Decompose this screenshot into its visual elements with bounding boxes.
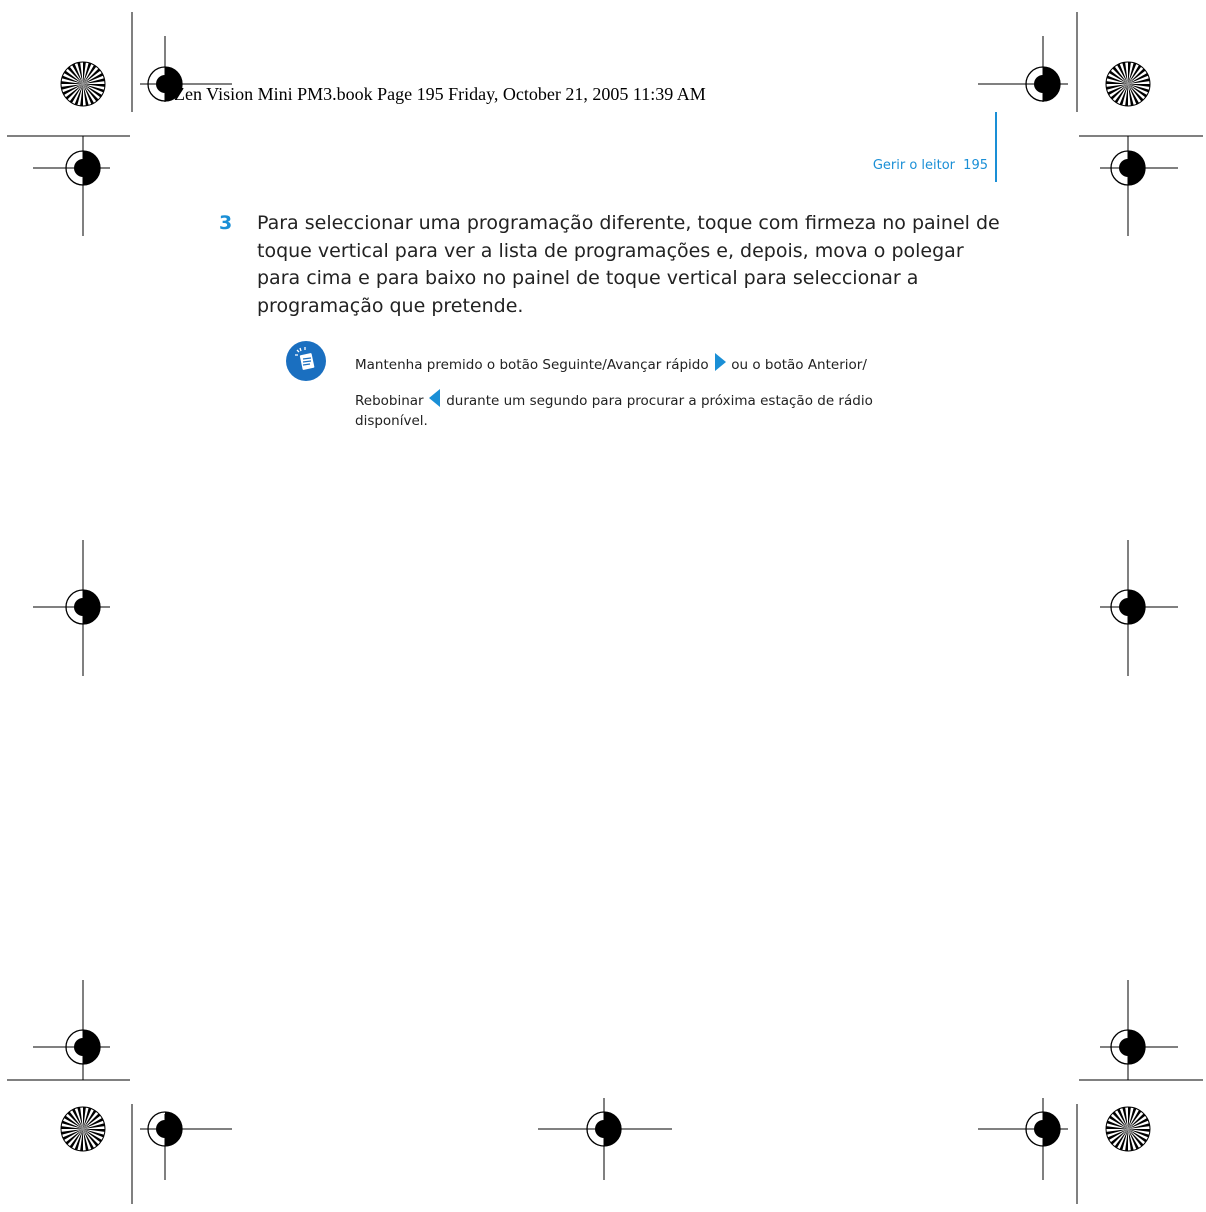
- page-number: 195: [963, 158, 988, 173]
- next-fast-forward-icon: [713, 352, 727, 372]
- step-text: Para seleccionar uma programação diferente, toque com firmeza no painel de toque vertical para ver a lista de programações e, depois, mova o polegar para cima e para baixo no painel de toque vertical para seleccionar a programação que pretende.: [257, 212, 1000, 317]
- note-line-2: [355, 388, 873, 409]
- note-pencil-icon: [285, 340, 327, 382]
- step-number: 3: [219, 212, 233, 234]
- previous-rewind-icon: [428, 388, 442, 408]
- running-head: [873, 158, 988, 173]
- note-text: Rebobinar: [355, 393, 424, 409]
- note-text: ou o botão Anterior/: [731, 357, 867, 373]
- note-line-1: [355, 352, 867, 373]
- note-text: Mantenha premido o botão Seguinte/Avançar rápido: [355, 357, 709, 373]
- note-text: durante um segundo para procurar a próxima estação de rádio: [446, 393, 873, 409]
- running-head-section: Gerir o leitor: [872, 158, 956, 173]
- note-line-3: disponível.: [355, 413, 428, 429]
- page-slug: Zen Vision Mini PM3.book Page 195 Friday, October 21, 2005 11:39 AM: [174, 84, 706, 104]
